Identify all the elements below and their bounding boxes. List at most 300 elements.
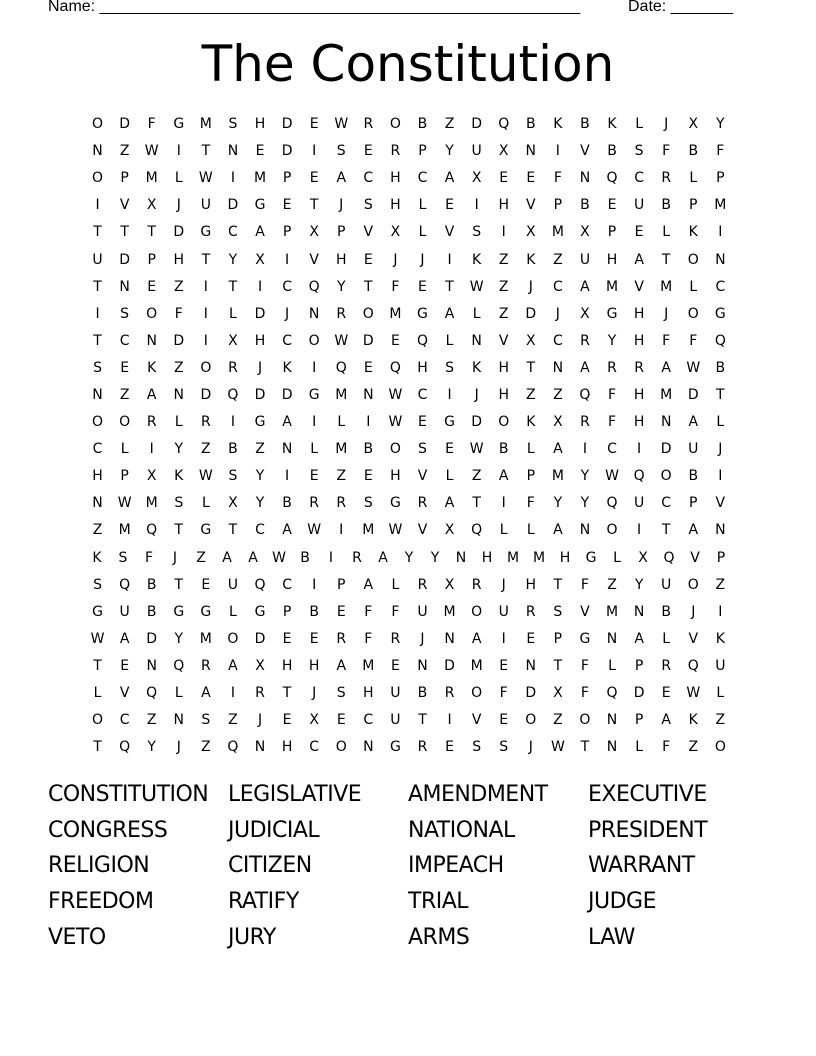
grid-letter: H bbox=[525, 576, 537, 593]
grid-letter: F bbox=[662, 739, 671, 756]
grid-row bbox=[84, 545, 734, 572]
grid-letter: G bbox=[200, 522, 212, 539]
grid-letter: H bbox=[390, 170, 401, 187]
grid-letter: I bbox=[285, 251, 290, 268]
grid-letter: F bbox=[364, 630, 373, 647]
grid-letter: G bbox=[173, 116, 185, 133]
grid-letter: A bbox=[444, 305, 455, 322]
grid-letter: W bbox=[469, 278, 484, 295]
grid-letter: A bbox=[248, 549, 258, 566]
grid-letter: H bbox=[417, 359, 428, 376]
grid-letter: L bbox=[716, 414, 725, 431]
grid-row bbox=[84, 626, 734, 653]
grid-letter: Y bbox=[174, 441, 184, 458]
grid-letter: Z bbox=[173, 359, 184, 376]
grid-letter: Y bbox=[607, 332, 617, 349]
grid-letter: L bbox=[635, 116, 643, 133]
word-bank-item: LAW bbox=[588, 924, 635, 950]
grid-letter: R bbox=[444, 685, 455, 702]
grid-letter: W bbox=[605, 468, 619, 485]
grid-letter: E bbox=[634, 224, 644, 241]
grid-letter: T bbox=[147, 224, 156, 241]
grid-letter: M bbox=[605, 278, 619, 295]
grid-row bbox=[84, 409, 734, 436]
grid-letter: Z bbox=[173, 278, 184, 295]
grid-letter: N bbox=[633, 603, 645, 620]
grid-letter: E bbox=[661, 685, 671, 702]
grid-letter: A bbox=[553, 522, 563, 539]
grid-letter: W bbox=[198, 170, 213, 187]
grid-letter: E bbox=[336, 603, 346, 620]
grid-letter: Y bbox=[255, 495, 265, 512]
grid-letter: A bbox=[363, 576, 374, 593]
grid-letter: D bbox=[525, 685, 537, 702]
grid-letter: U bbox=[579, 251, 591, 268]
grid-letter: R bbox=[363, 116, 374, 133]
grid-letter: Z bbox=[255, 441, 265, 458]
grid-letter: B bbox=[580, 116, 590, 133]
grid-letter: C bbox=[552, 278, 563, 295]
grid-letter: J bbox=[257, 712, 263, 729]
grid-letter: L bbox=[526, 522, 535, 539]
grid-letter: B bbox=[580, 197, 590, 214]
grid-letter: P bbox=[526, 468, 536, 485]
grid-letter: N bbox=[417, 657, 428, 674]
grid-letter: T bbox=[553, 576, 563, 593]
grid-letter: D bbox=[471, 116, 483, 133]
grid-letter: P bbox=[716, 549, 726, 566]
grid-letter: T bbox=[93, 332, 102, 349]
grid-letter: X bbox=[580, 224, 590, 241]
grid-row bbox=[84, 165, 734, 192]
grid-letter: O bbox=[498, 414, 510, 431]
grid-letter: R bbox=[255, 685, 265, 702]
grid-letter: R bbox=[634, 359, 644, 376]
grid-row bbox=[84, 246, 734, 273]
grid-letter: D bbox=[119, 116, 130, 133]
grid-letter: O bbox=[92, 712, 104, 729]
grid-letter: K bbox=[607, 116, 617, 133]
grid-letter: V bbox=[417, 522, 428, 539]
grid-letter: N bbox=[579, 522, 591, 539]
grid-letter: R bbox=[471, 576, 482, 593]
grid-letter: V bbox=[309, 251, 319, 268]
grid-letter: T bbox=[553, 657, 563, 674]
grid-letter: U bbox=[715, 657, 726, 674]
grid-letter: O bbox=[362, 305, 374, 322]
grid-letter: I bbox=[257, 278, 263, 295]
grid-letter: X bbox=[525, 224, 536, 241]
grid-letter: I bbox=[95, 197, 100, 214]
grid-letter: K bbox=[92, 549, 102, 566]
grid-letter: T bbox=[93, 224, 102, 241]
grid-letter: B bbox=[715, 359, 726, 376]
grid-letter: E bbox=[363, 251, 373, 268]
grid-letter: V bbox=[715, 495, 726, 512]
grid-letter: Z bbox=[146, 712, 157, 729]
grid-letter: W bbox=[307, 522, 322, 539]
grid-letter: N bbox=[444, 630, 455, 647]
grid-letter: L bbox=[716, 685, 725, 702]
grid-letter: P bbox=[282, 603, 292, 620]
grid-letter: U bbox=[498, 603, 509, 620]
grid-letter: E bbox=[526, 630, 536, 647]
grid-letter: D bbox=[444, 657, 455, 674]
grid-letter: C bbox=[282, 278, 292, 295]
grid-letter: M bbox=[605, 603, 619, 620]
grid-letter: M bbox=[470, 657, 483, 674]
word-bank-item: TRIAL bbox=[408, 889, 469, 915]
grid-letter: B bbox=[688, 468, 699, 485]
grid-letter: G bbox=[92, 603, 103, 620]
grid-letter: X bbox=[444, 522, 455, 539]
grid-letter: E bbox=[309, 468, 319, 485]
grid-letter: R bbox=[580, 332, 590, 349]
word-bank-item: IMPEACH bbox=[408, 853, 504, 879]
grid-letter: A bbox=[282, 414, 292, 431]
grid-letter: N bbox=[254, 739, 266, 756]
grid-letter: P bbox=[689, 197, 698, 214]
grid-letter: M bbox=[714, 197, 727, 214]
grid-letter: D bbox=[660, 441, 672, 458]
grid-letter: Z bbox=[607, 576, 617, 593]
grid-letter: T bbox=[282, 685, 292, 702]
grid-letter: X bbox=[228, 332, 238, 349]
grid-letter: P bbox=[282, 224, 292, 241]
grid-letter: R bbox=[146, 414, 157, 431]
grid-letter: C bbox=[552, 332, 563, 349]
grid-letter: T bbox=[445, 278, 454, 295]
grid-letter: H bbox=[254, 332, 266, 349]
grid-letter: P bbox=[337, 576, 346, 593]
grid-letter: U bbox=[390, 712, 401, 729]
grid-letter: N bbox=[119, 278, 130, 295]
grid-letter: L bbox=[613, 549, 621, 566]
grid-letter: K bbox=[715, 630, 725, 647]
grid-letter: Q bbox=[663, 549, 675, 566]
grid-letter: G bbox=[389, 495, 401, 512]
grid-row bbox=[84, 734, 734, 761]
grid-letter: Y bbox=[445, 143, 454, 160]
grid-letter: E bbox=[418, 414, 427, 431]
grid-letter: K bbox=[688, 224, 698, 241]
grid-letter: D bbox=[227, 197, 239, 214]
grid-letter: N bbox=[173, 712, 185, 729]
grid-letter: A bbox=[336, 170, 347, 187]
grid-letter: S bbox=[201, 712, 211, 729]
grid-letter: A bbox=[580, 278, 590, 295]
grid-letter: B bbox=[661, 197, 671, 214]
grid-letter: J bbox=[420, 630, 425, 647]
grid-letter: E bbox=[336, 712, 346, 729]
grid-letter: C bbox=[661, 495, 672, 512]
grid-letter: S bbox=[553, 603, 563, 620]
grid-letter: F bbox=[553, 170, 562, 187]
grid-letter: I bbox=[149, 441, 154, 458]
grid-letter: J bbox=[339, 197, 344, 214]
grid-letter: X bbox=[498, 143, 509, 160]
grid-letter: E bbox=[499, 657, 509, 674]
worksheet-header bbox=[48, 0, 748, 18]
grid-letter: C bbox=[92, 441, 103, 458]
grid-letter: N bbox=[92, 495, 103, 512]
grid-letter: D bbox=[362, 332, 374, 349]
grid-letter: T bbox=[716, 386, 725, 403]
grid-letter: R bbox=[417, 739, 428, 756]
grid-letter: D bbox=[254, 305, 266, 322]
grid-letter: N bbox=[525, 143, 537, 160]
grid-letter: F bbox=[391, 278, 400, 295]
grid-letter: U bbox=[227, 576, 239, 593]
grid-letter: Z bbox=[119, 143, 130, 160]
word-bank-item: AMENDMENT bbox=[408, 782, 548, 807]
grid-letter: E bbox=[201, 576, 211, 593]
grid-letter: C bbox=[363, 712, 374, 729]
word-bank-item: FREEDOM bbox=[48, 889, 154, 915]
grid-letter: R bbox=[525, 603, 536, 620]
grid-row bbox=[84, 328, 734, 355]
grid-letter: F bbox=[174, 305, 183, 322]
grid-letter: H bbox=[498, 359, 509, 376]
grid-letter: U bbox=[92, 251, 103, 268]
grid-letter: X bbox=[146, 197, 157, 214]
grid-letter: F bbox=[607, 414, 617, 431]
grid-letter: A bbox=[444, 495, 455, 512]
grid-letter: A bbox=[498, 468, 509, 485]
grid-letter: E bbox=[390, 657, 400, 674]
grid-letter: A bbox=[222, 549, 232, 566]
grid-letter: D bbox=[119, 251, 130, 268]
grid-letter: N bbox=[146, 657, 157, 674]
grid-letter: Y bbox=[553, 495, 563, 512]
grid-letter: B bbox=[661, 603, 671, 620]
grid-letter: O bbox=[335, 739, 347, 756]
grid-letter: T bbox=[228, 278, 238, 295]
grid-letter: H bbox=[281, 739, 293, 756]
grid-letter: B bbox=[146, 603, 157, 620]
grid-letter: I bbox=[203, 278, 208, 295]
grid-letter: K bbox=[472, 251, 482, 268]
grid-letter: A bbox=[378, 549, 388, 566]
grid-letter: N bbox=[715, 251, 726, 268]
grid-letter: Y bbox=[430, 549, 440, 566]
grid-letter: F bbox=[144, 549, 154, 566]
grid-letter: I bbox=[285, 468, 290, 485]
grid-letter: N bbox=[281, 441, 293, 458]
grid-letter: V bbox=[363, 224, 374, 241]
grid-letter: E bbox=[363, 143, 373, 160]
grid-letter: E bbox=[499, 712, 509, 729]
grid-letter: F bbox=[662, 332, 671, 349]
grid-letter: T bbox=[93, 657, 102, 674]
grid-letter: H bbox=[92, 468, 103, 485]
grid-letter: V bbox=[688, 630, 699, 647]
grid-letter: T bbox=[580, 739, 590, 756]
grid-letter: X bbox=[390, 224, 401, 241]
grid-letter: I bbox=[230, 170, 235, 187]
grid-letter: F bbox=[580, 657, 589, 674]
grid-letter: Y bbox=[228, 251, 238, 268]
grid-letter: I bbox=[718, 224, 723, 241]
grid-letter: Y bbox=[580, 468, 590, 485]
grid-letter: X bbox=[444, 576, 455, 593]
grid-letter: K bbox=[174, 468, 184, 485]
grid-letter: K bbox=[526, 414, 536, 431]
word-bank-item: VETO bbox=[48, 924, 106, 950]
grid-letter: O bbox=[687, 251, 699, 268]
grid-row bbox=[84, 572, 734, 599]
grid-letter: O bbox=[471, 603, 483, 620]
grid-letter: U bbox=[471, 143, 482, 160]
grid-letter: I bbox=[637, 441, 642, 458]
grid-letter: D bbox=[281, 143, 293, 160]
grid-letter: W bbox=[334, 116, 349, 133]
grid-letter: M bbox=[145, 495, 158, 512]
grid-letter: Z bbox=[119, 386, 130, 403]
grid-letter: A bbox=[553, 441, 563, 458]
grid-letter: T bbox=[174, 576, 184, 593]
grid-letter: M bbox=[253, 170, 267, 187]
grid-letter: N bbox=[606, 739, 618, 756]
grid-letter: J bbox=[664, 116, 669, 133]
grid-letter: M bbox=[118, 522, 131, 539]
grid-letter: Q bbox=[687, 657, 699, 674]
grid-letter: C bbox=[119, 332, 130, 349]
grid-letter: A bbox=[119, 630, 130, 647]
grid-letter: B bbox=[498, 441, 509, 458]
grid-letter: M bbox=[199, 116, 212, 133]
grid-letter: N bbox=[525, 657, 537, 674]
grid-letter: F bbox=[499, 685, 508, 702]
grid-letter: I bbox=[230, 414, 235, 431]
grid-letter: R bbox=[200, 657, 211, 674]
grid-letter: J bbox=[393, 251, 398, 268]
grid-letter: P bbox=[147, 251, 156, 268]
grid-letter: V bbox=[580, 143, 590, 160]
grid-letter: F bbox=[526, 495, 535, 512]
grid-letter: H bbox=[481, 549, 493, 566]
grid-letter: X bbox=[471, 170, 482, 187]
grid-letter: F bbox=[364, 603, 373, 620]
grid-letter: Q bbox=[416, 332, 428, 349]
grid-letter: Q bbox=[254, 576, 266, 593]
grid-letter: Q bbox=[173, 657, 185, 674]
grid-letter: X bbox=[309, 712, 319, 729]
grid-letter: O bbox=[471, 685, 483, 702]
grid-letter: T bbox=[228, 522, 238, 539]
grid-letter: D bbox=[525, 305, 537, 322]
grid-letter: H bbox=[281, 657, 293, 674]
grid-letter: P bbox=[689, 495, 698, 512]
grid-letter: Q bbox=[227, 739, 239, 756]
grid-letter: N bbox=[606, 630, 618, 647]
grid-letter: V bbox=[690, 549, 700, 566]
grid-letter: M bbox=[506, 549, 520, 566]
grid-letter: S bbox=[499, 739, 509, 756]
grid-letter: V bbox=[417, 468, 428, 485]
grid-letter: N bbox=[363, 386, 374, 403]
grid-letter: U bbox=[688, 441, 699, 458]
grid-letter: G bbox=[417, 305, 428, 322]
word-bank-item: WARRANT bbox=[588, 853, 695, 879]
grid-letter: Q bbox=[335, 359, 347, 376]
grid-letter: M bbox=[660, 386, 673, 403]
grid-letter: G bbox=[254, 197, 266, 214]
grid-letter: O bbox=[92, 414, 104, 431]
grid-letter: Y bbox=[255, 468, 265, 485]
grid-row bbox=[84, 111, 734, 138]
grid-letter: N bbox=[471, 332, 482, 349]
grid-letter: N bbox=[146, 332, 157, 349]
grid-letter: T bbox=[661, 522, 671, 539]
grid-letter: J bbox=[176, 197, 181, 214]
grid-letter: G bbox=[200, 603, 212, 620]
grid-letter: B bbox=[300, 549, 310, 566]
grid-letter: O bbox=[525, 712, 537, 729]
grid-letter: T bbox=[364, 278, 373, 295]
grid-letter: X bbox=[580, 305, 590, 322]
grid-letter: R bbox=[228, 359, 238, 376]
grid-letter: P bbox=[553, 197, 563, 214]
grid-letter: I bbox=[718, 468, 723, 485]
grid-letter: S bbox=[93, 576, 102, 593]
grid-letter: N bbox=[173, 386, 185, 403]
grid-letter: B bbox=[417, 685, 428, 702]
grid-letter: O bbox=[687, 305, 699, 322]
grid-letter: D bbox=[146, 630, 158, 647]
grid-letter: Z bbox=[553, 712, 563, 729]
grid-letter: V bbox=[526, 197, 536, 214]
word-bank-item: JUDICIAL bbox=[228, 817, 320, 843]
grid-letter: Q bbox=[227, 386, 239, 403]
grid-letter: M bbox=[389, 305, 402, 322]
grid-letter: M bbox=[145, 170, 158, 187]
grid-letter: V bbox=[444, 224, 455, 241]
grid-letter: H bbox=[633, 414, 645, 431]
grid-letter: O bbox=[227, 630, 239, 647]
grid-letter: N bbox=[363, 739, 374, 756]
grid-letter: I bbox=[328, 549, 334, 566]
grid-letter: E bbox=[282, 712, 292, 729]
grid-letter: O bbox=[714, 739, 726, 756]
grid-letter: R bbox=[352, 549, 362, 566]
grid-letter: E bbox=[363, 359, 373, 376]
grid-letter: W bbox=[388, 414, 403, 431]
grid-letter: L bbox=[662, 224, 671, 241]
grid-letter: I bbox=[447, 251, 452, 268]
grid-letter: Q bbox=[498, 116, 510, 133]
grid-letter: A bbox=[444, 170, 455, 187]
grid-letter: E bbox=[147, 278, 157, 295]
grid-letter: A bbox=[661, 359, 671, 376]
grid-letter: U bbox=[119, 603, 130, 620]
grid-letter: S bbox=[174, 495, 184, 512]
grid-letter: Q bbox=[308, 278, 320, 295]
grid-letter: S bbox=[228, 468, 238, 485]
grid-letter: Q bbox=[119, 576, 131, 593]
word-bank-item: CONSTITUTION bbox=[48, 782, 209, 807]
grid-letter: Q bbox=[606, 170, 618, 187]
grid-row bbox=[84, 138, 734, 165]
grid-letter: I bbox=[582, 441, 588, 458]
word-bank-item: CITIZEN bbox=[228, 853, 312, 879]
grid-letter: Q bbox=[714, 332, 726, 349]
grid-letter: F bbox=[391, 603, 400, 620]
grid-letter: I bbox=[447, 386, 452, 403]
grid-letter: S bbox=[472, 739, 482, 756]
grid-letter: X bbox=[255, 251, 265, 268]
grid-letter: Z bbox=[92, 522, 103, 539]
